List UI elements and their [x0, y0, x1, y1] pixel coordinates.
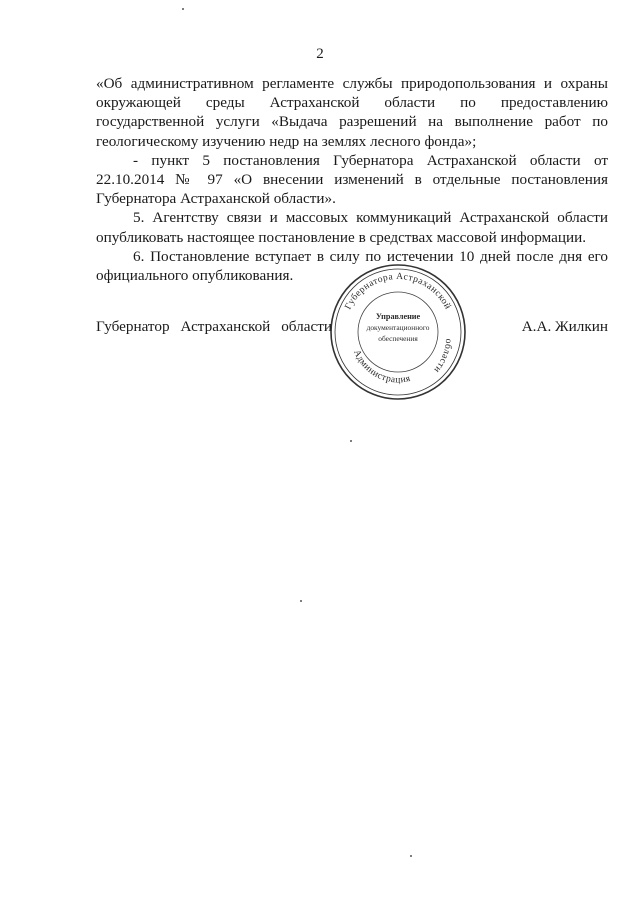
- scan-speck: [182, 8, 184, 10]
- seal-ring-right-text: области: [431, 338, 454, 375]
- page-number: 2: [316, 46, 324, 62]
- seal-center-line2: документационного: [366, 323, 430, 332]
- signatory-name: А.А. Жилкин: [521, 318, 608, 335]
- seal-ring-bottom-text: Администрация: [351, 348, 412, 386]
- seal-ring-top-text: Губернатора Астраханской: [343, 271, 453, 312]
- scan-speck: [350, 440, 352, 442]
- official-seal-stamp: [328, 262, 468, 402]
- seal-center-line3: обеспечения: [378, 334, 418, 343]
- paragraph-item-5: - пункт 5 постановления Губернатора Астраханской области от 22.10.2014 № 97 «О внесении изменений в отдельные постановления Губернатора Астраханской области».: [96, 151, 608, 208]
- scan-speck: [300, 600, 302, 602]
- paragraph-5-agency: 5. Агентству связи и массовых коммуникаций Астраханской области опубликовать настоящее постановление в средствах массовой информации.: [96, 209, 608, 246]
- paragraph-regulation-title: «Об административном регламенте службы природопользования и охраны окружающей среды Астраханской области по предоставлению государственной услуги «Выдача разрешений на выполнение работ по геологическому изучению недр на землях лесного фонда»;: [96, 75, 608, 150]
- body-text: [96, 74, 608, 285]
- seal-center-line1: Управление: [375, 312, 421, 321]
- paragraph-6-effect: 6. Постановление вступает в силу по истечении 10 дней после дня его официального опубликования.: [96, 247, 608, 285]
- scan-speck: [410, 855, 412, 857]
- signatory-title: Губернатор Астраханской области: [96, 318, 332, 335]
